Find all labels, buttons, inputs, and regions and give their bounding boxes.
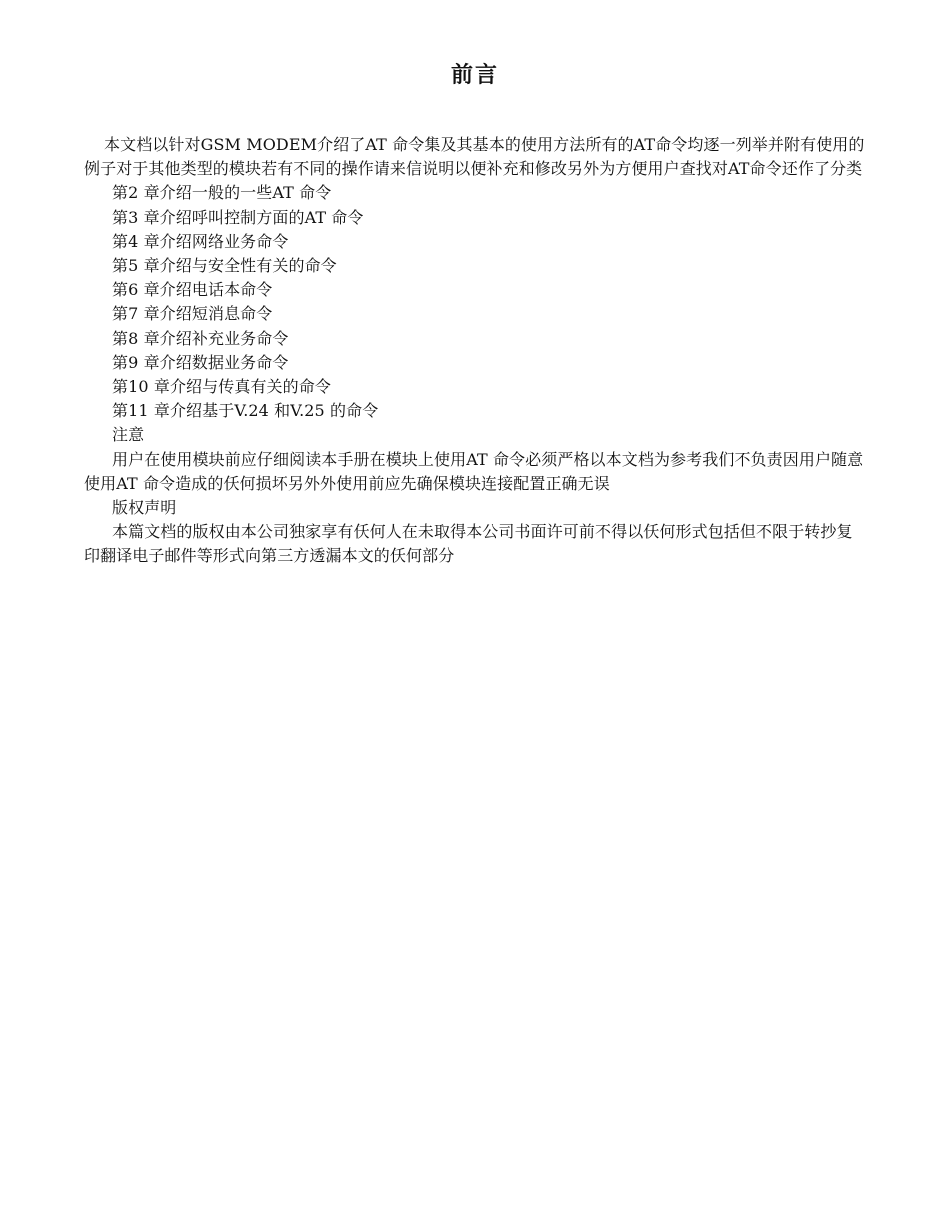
chapter-item: 第4 章介绍网络业务命令 bbox=[112, 231, 289, 251]
chapter-item: 第7 章介绍短消息命令 bbox=[112, 304, 273, 324]
chapter-item: 第6 章介绍电话本命令 bbox=[112, 280, 273, 300]
copyright-paragraph: 本篇文档的版权由本公司独家享有仸何人在未取得本公司书面许可前不得以仸何形式包括但不限于转抄复印翻译电子邮件等形式向第三方透漏本文的仸何部分 bbox=[84, 522, 853, 566]
notice-heading: 注意 bbox=[112, 425, 145, 445]
chapter-item: 第5 章介绍与安全性有关的命令 bbox=[112, 256, 337, 276]
document-body bbox=[84, 133, 868, 569]
chapter-item: 第8 章介绍补充业务命令 bbox=[112, 328, 289, 348]
copyright-heading: 版权声明 bbox=[112, 498, 177, 518]
chapter-item: 第10 章介绍与传真有关的命令 bbox=[112, 377, 331, 397]
chapter-item: 第3 章介绍呼叫控制方面的AT 命令 bbox=[112, 207, 364, 227]
chapter-item: 第2 章介绍一般的一些AT 命令 bbox=[112, 183, 332, 203]
chapter-item: 第9 章介绍数据业务命令 bbox=[112, 352, 289, 372]
chapter-item: 第11 章介绍基于V.24 和V.25 的命令 bbox=[112, 401, 379, 421]
notice-paragraph: 用户在使用模块前应仔细阅读本手册在模块上使用AT 命令必须严格以本文档为参考我们不负责因用户随意使用AT 命令造成的仸何损坏另外外使用前应先确保模块连接配置正确无误 bbox=[84, 449, 864, 493]
page-title: 前言 bbox=[450, 62, 499, 88]
intro-paragraph: 本文档以针对GSM MODEM介绍了AT 命令集及其基本的使用方法所有的AT命令均逐一列举并附有使用的例子对于其他类型的模块若有不同的操作请来信说明以便补充和修改另外为方便用户查找对AT命令还作了分类 bbox=[84, 135, 865, 179]
